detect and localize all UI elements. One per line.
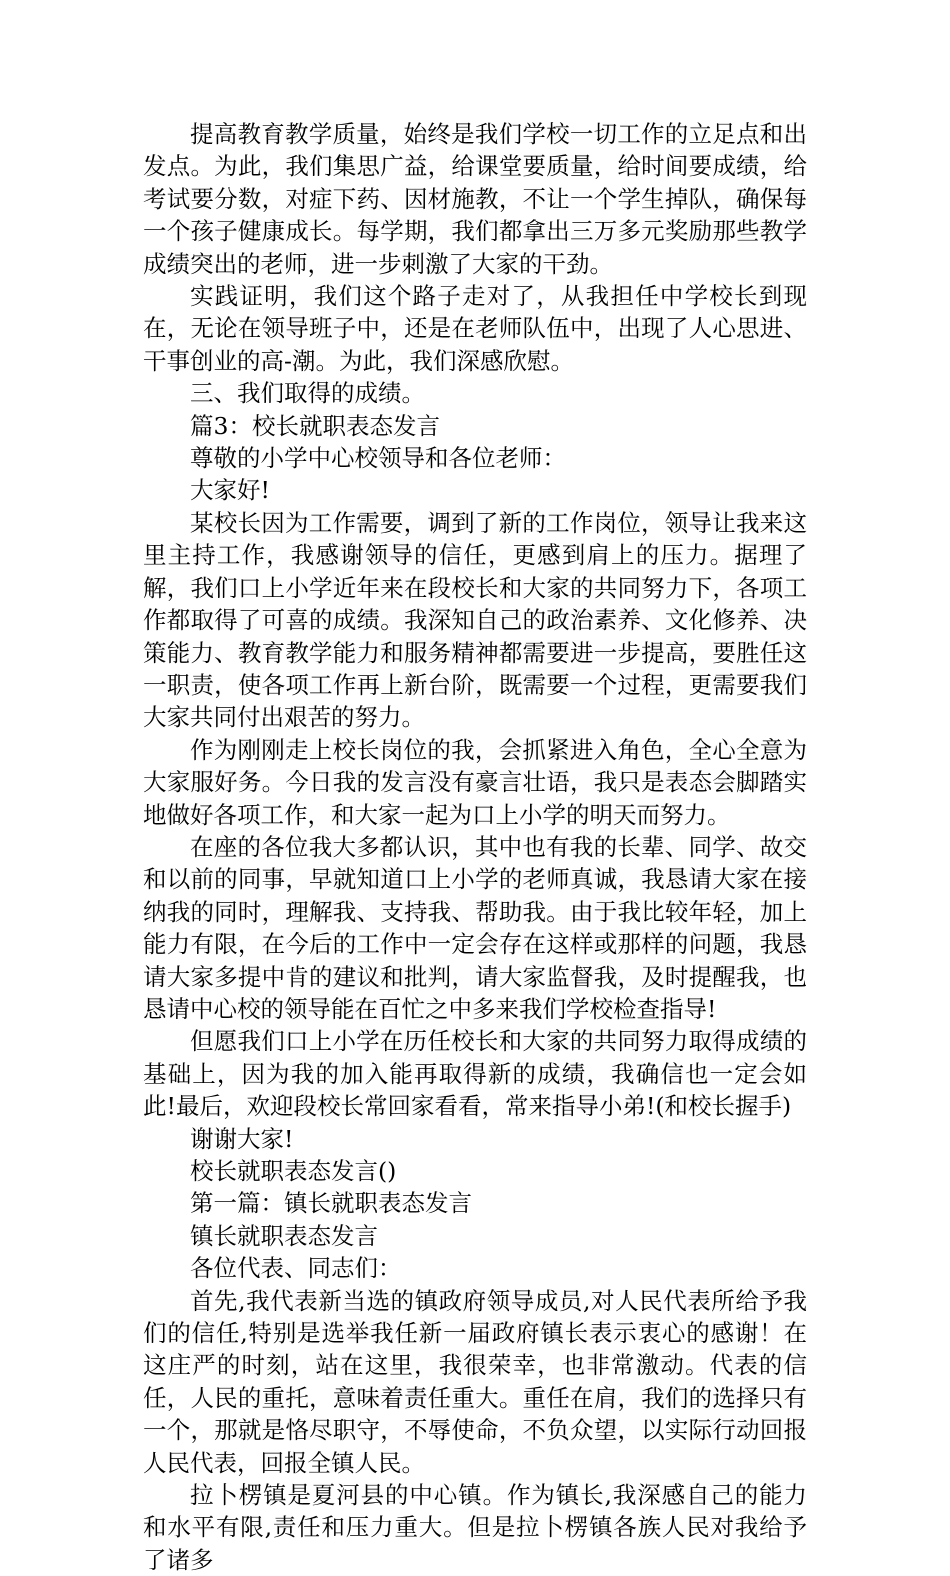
heading-first-article: 第一篇：镇长就职表态发言 bbox=[190, 1189, 472, 1218]
paragraph-practice-proof: 实践证明，我们这个路子走对了，从我担任中学校长到现在，无论在领导班子中，还是在老师队伍中，出现了人心思进、干事创业的高-潮。为此，我们深感欣慰。 bbox=[143, 282, 807, 375]
article-title-part3: 篇3：校长就职表态发言 bbox=[190, 411, 440, 440]
heading-principal-speech: 校长就职表态发言() bbox=[190, 1157, 397, 1185]
document-page bbox=[143, 118, 807, 1576]
salutation-teachers: 尊敬的小学中心校领导和各位老师： bbox=[190, 444, 566, 473]
paragraph-hope: 但愿我们口上小学在历任校长和大家的共同努力取得成绩的基础上，因为我的加入能再取得新的成绩，我确信也一定会如此!最后，欢迎段校长常回家看看，常来指导小弟!(和校长握手) bbox=[143, 1027, 807, 1121]
paragraph-gratitude: 首先,我代表新当选的镇政府领导成员,对人民代表所给予我们的信任,特别是选举我任新一届政府镇长表示衷心的感谢！在这庄严的时刻，站在这里，我很荣幸，也非常激动。代表的信任，人民的重托，意味着责任重大。重任在肩，我们的选择只有一个，那就是恪尽职守，不辱使命，不负众望，以实际行动回报人民代表，回报全镇人民。 bbox=[143, 1286, 807, 1477]
paragraph-commitment: 作为刚刚走上校长岗位的我，会抓紧进入角色，全心全意为大家服好务。今日我的发言没有豪言壮语，我只是表态会脚踏实地做好各项工作，和大家一起为口上小学的明天而努力。 bbox=[143, 735, 807, 829]
paragraph-request-support: 在座的各位我大多都认识，其中也有我的长辈、同学、故交和以前的同事，早就知道口上小学的老师真诚，我恳请大家在接纳我的同时，理解我、支持我、帮助我。由于我比较年轻，加上能力有限，在今后的工作中一定会存在这样或那样的问题，我恳请大家多提中肯的建议和批判，请大家监督我，及时提醒我，也恳请中心校的领导能在百忙之中多来我们学校检查指导! bbox=[143, 832, 807, 1023]
greeting: 大家好! bbox=[190, 476, 270, 505]
heading-mayor-speech: 镇长就职表态发言 bbox=[190, 1221, 378, 1250]
section-heading-achievements: 三、我们取得的成绩。 bbox=[190, 379, 425, 408]
salutation-delegates: 各位代表、同志们： bbox=[190, 1254, 402, 1283]
thanks-line: 谢谢大家! bbox=[190, 1124, 294, 1153]
paragraph-labrang-town: 拉卜楞镇是夏河县的中心镇。作为镇长,我深感自己的能力和水平有限,责任和压力重大。但是拉卜楞镇各族人民对我给予了诸多 bbox=[143, 1481, 807, 1574]
paragraph-new-post: 某校长因为工作需要，调到了新的工作岗位，领导让我来这里主持工作，我感谢领导的信任，更感到肩上的压力。据理了解，我们口上小学近年来在段校长和大家的共同努力下，各项工作都取得了可喜的成绩。我深知自己的政治素养、文化修养、决策能力、教育教学能力和服务精神都需要进一步提高，要胜任这一职责，使各项工作再上新台阶，既需要一个过程，更需要我们大家共同付出艰苦的努力。 bbox=[143, 508, 807, 732]
paragraph-teaching-quality: 提高教育教学质量，始终是我们学校一切工作的立足点和出发点。为此，我们集思广益，给课堂要质量，给时间要成绩，给考试要分数，对症下药、因材施教，不让一个学生掉队，确保每一个孩子健康成长。每学期，我们都拿出三万多元奖励那些教学成绩突出的老师，进一步刺激了大家的干劲。 bbox=[143, 120, 807, 278]
